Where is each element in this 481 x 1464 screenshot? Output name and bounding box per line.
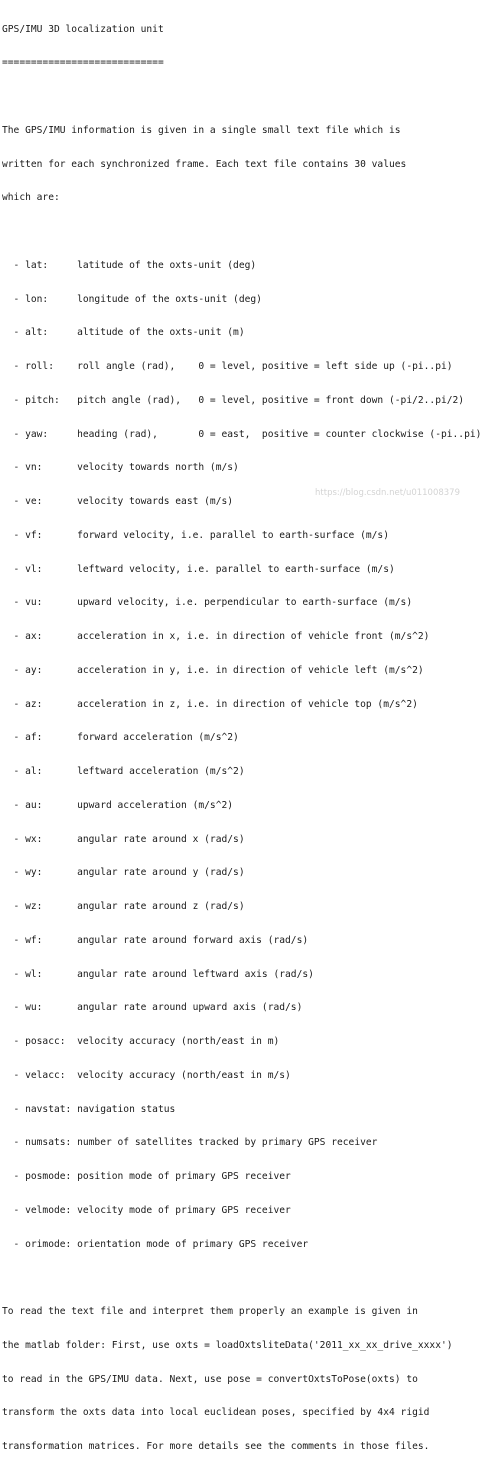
- field-orimode: - orimode: orientation mode of primary GPS receiver: [2, 1238, 309, 1250]
- field-roll: - roll: roll angle (rad), 0 = level, positive = left side up (-pi..pi): [2, 361, 453, 372]
- field-velmode: - velmode: velocity mode of primary GPS receiver: [2, 1204, 291, 1216]
- field-wy: - wy: angular rate around y (rad/s): [2, 867, 245, 879]
- field-wf: - wf: angular rate around forward axis (rad/s): [2, 934, 309, 946]
- field-yaw: - yaw: heading (rad), 0 = east, positive = counter clockwise (-pi..pi): [2, 428, 481, 440]
- outro-line: transformation matrices. For more details see the comments in those files.: [2, 1441, 430, 1452]
- field-vn: - vn: velocity towards north (m/s): [2, 462, 239, 474]
- field-alt: - alt: altitude of the oxts-unit (m): [2, 327, 245, 339]
- intro-line: written for each synchronized frame. Each text file contains 30 values: [2, 158, 407, 170]
- readme-document: [2, 1, 481, 1464]
- field-lat: - lat: latitude of the oxts-unit (deg): [2, 259, 257, 271]
- field-wz: - wz: angular rate around z (rad/s): [2, 901, 245, 912]
- field-au: - au: upward acceleration (m/s^2): [2, 799, 234, 811]
- section-title: GPS/IMU 3D localization unit: [2, 23, 164, 35]
- outro-line: To read the text file and interpret them properly an example is given in: [2, 1306, 418, 1317]
- field-pitch: - pitch: pitch angle (rad), 0 = level, positive = front down (-pi/2..pi/2): [2, 394, 465, 406]
- field-vf: - vf: forward velocity, i.e. parallel to earth-surface (m/s): [2, 529, 389, 541]
- field-ay: - ay: acceleration in y, i.e. in direction of vehicle left (m/s^2): [2, 664, 424, 676]
- intro-line: which are:: [2, 192, 60, 204]
- field-az: - az: acceleration in z, i.e. in direction of vehicle top (m/s^2): [2, 698, 418, 710]
- field-velacc: - velacc: velocity accuracy (north/east in m/s): [2, 1069, 291, 1081]
- field-posmode: - posmode: position mode of primary GPS receiver: [2, 1171, 291, 1182]
- field-vu: - vu: upward velocity, i.e. perpendicular to earth-surface (m/s): [2, 597, 413, 609]
- field-posacc: - posacc: velocity accuracy (north/east in m): [2, 1036, 280, 1047]
- field-af: - af: forward acceleration (m/s^2): [2, 732, 239, 744]
- blank-line: [2, 1272, 474, 1283]
- blank-line: [2, 91, 474, 102]
- field-al: - al: leftward acceleration (m/s^2): [2, 766, 245, 777]
- field-ve: - ve: velocity towards east (m/s): [2, 496, 234, 507]
- field-wl: - wl: angular rate around leftward axis (rad/s): [2, 968, 314, 980]
- title-underline: ============================: [2, 57, 164, 69]
- field-wx: - wx: angular rate around x (rad/s): [2, 833, 245, 845]
- field-navstat: - navstat: navigation status: [2, 1103, 176, 1115]
- outro-line: to read in the GPS/IMU data. Next, use pose = convertOxtsToPose(oxts) to: [2, 1373, 418, 1385]
- outro-line: transform the oxts data into local euclidean poses, specified by 4x4 rigid: [2, 1407, 430, 1419]
- field-wu: - wu: angular rate around upward axis (rad/s): [2, 1002, 303, 1014]
- field-vl: - vl: leftward velocity, i.e. parallel to earth-surface (m/s): [2, 563, 395, 575]
- intro-line: The GPS/IMU information is given in a single small text file which is: [2, 124, 401, 136]
- field-ax: - ax: acceleration in x, i.e. in direction of vehicle front (m/s^2): [2, 631, 430, 642]
- field-lon: - lon: longitude of the oxts-unit (deg): [2, 293, 262, 305]
- field-numsats: - numsats: number of satellites tracked by primary GPS receiver: [2, 1137, 378, 1149]
- watermark-text: https://blog.csdn.net/u011008379: [315, 488, 460, 498]
- outro-line: the matlab folder: First, use oxts = loadOxtsliteData('2011_xx_xx_drive_xxxx'): [2, 1339, 453, 1351]
- blank-line: [2, 226, 474, 237]
